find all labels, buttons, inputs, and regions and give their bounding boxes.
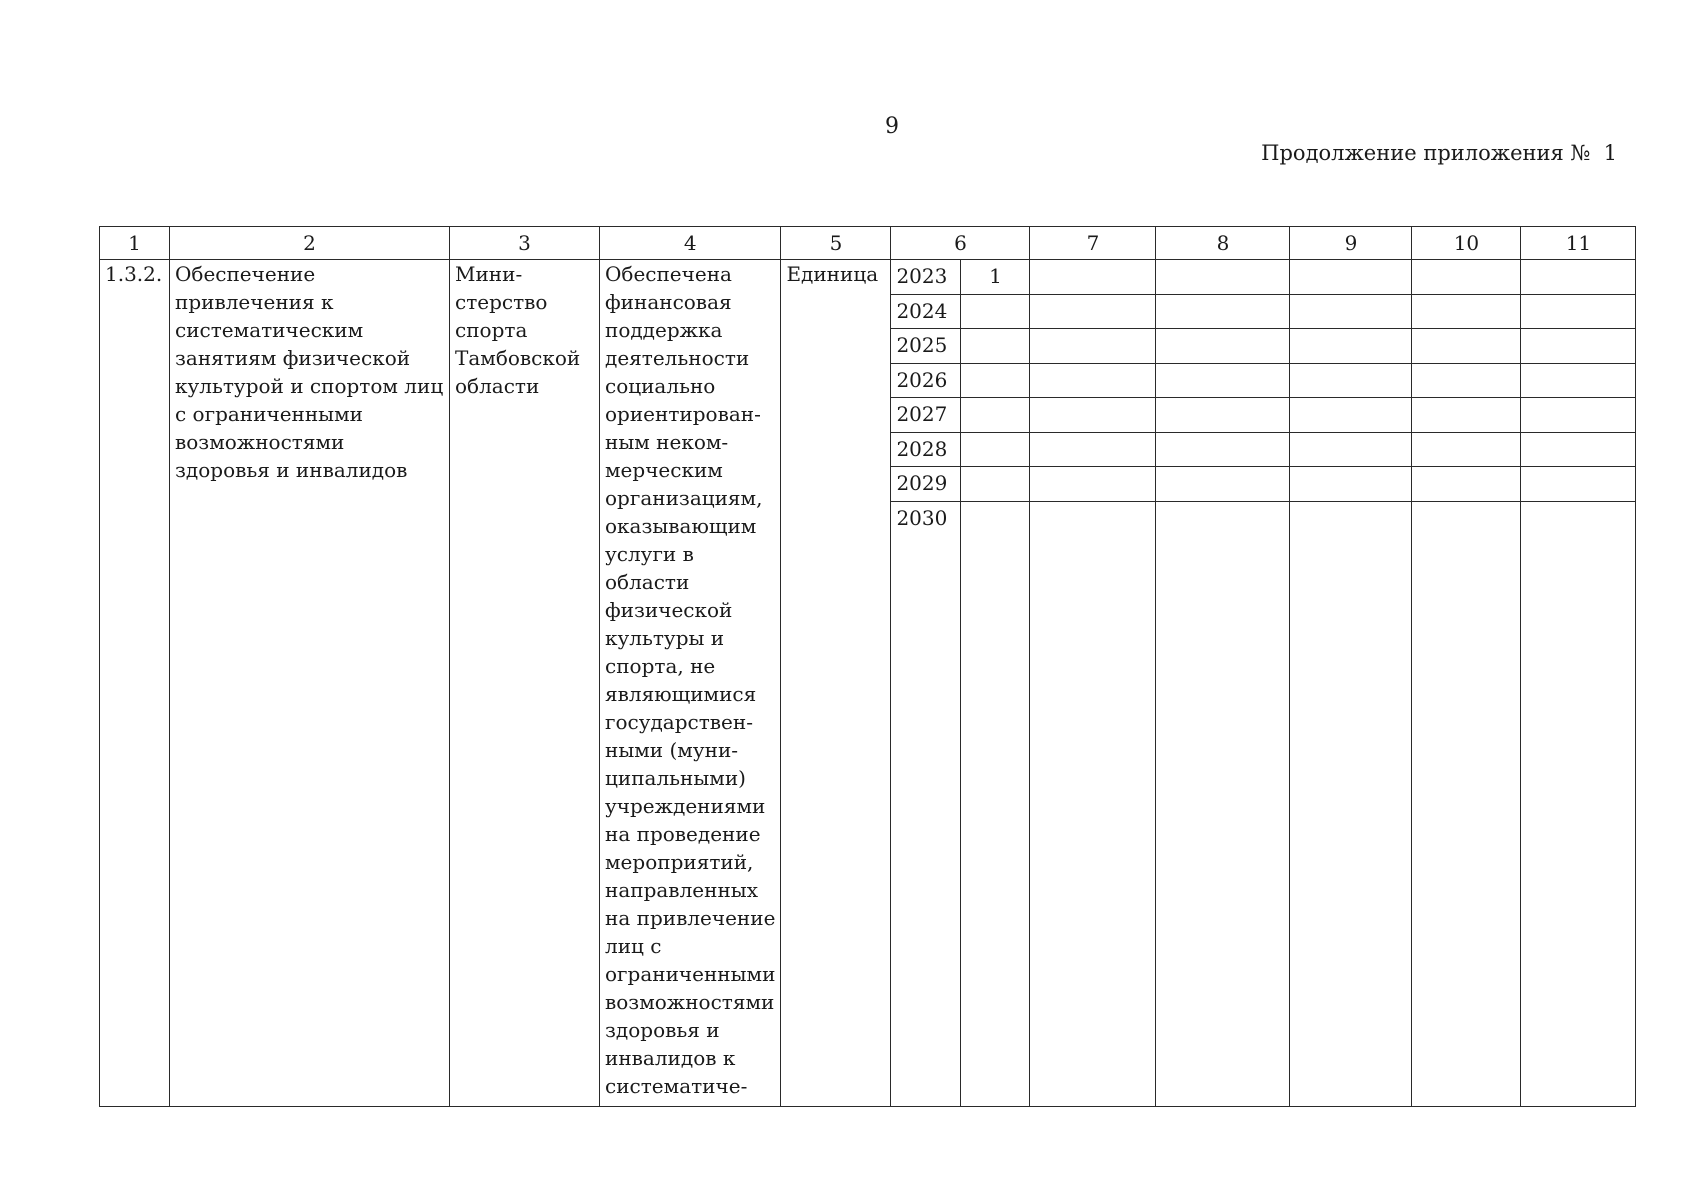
empty-cell (1030, 501, 1156, 1106)
header-cell-6: 6 (891, 227, 1030, 260)
empty-cell (1521, 501, 1636, 1106)
value-cell: 1 (961, 260, 1030, 295)
year-cell: 2027 (891, 398, 961, 433)
measure-number: 1.3.2. (100, 260, 170, 1107)
value-cell (961, 329, 1030, 364)
year-cell: 2030 (891, 501, 961, 1106)
executor-cell: Мини-стерство спорта Тамбовской области (450, 260, 600, 1107)
empty-cell (1156, 467, 1290, 502)
empty-cell (1290, 398, 1412, 433)
header-cell-3: 3 (450, 227, 600, 260)
unit-cell: Единица (781, 260, 891, 1107)
table-header-row (100, 227, 1636, 260)
empty-cell (1156, 432, 1290, 467)
header-cell-2: 2 (170, 227, 450, 260)
year-cell: 2026 (891, 363, 961, 398)
empty-cell (1412, 329, 1521, 364)
empty-cell (1412, 432, 1521, 467)
header-cell-9: 9 (1290, 227, 1412, 260)
year-cell: 2028 (891, 432, 961, 467)
empty-cell (1521, 363, 1636, 398)
measure-description: Обеспечение привлечения к систематическим занятиям физической культурой и спортом лиц с ограниченными возможностями здоровья и инвалидов (170, 260, 450, 1107)
header-cell-4: 4 (600, 227, 781, 260)
empty-cell (1412, 501, 1521, 1106)
empty-cell (1412, 294, 1521, 329)
year-cell: 2024 (891, 294, 961, 329)
header-cell-8: 8 (1156, 227, 1290, 260)
year-cell: 2025 (891, 329, 961, 364)
header-cell-7: 7 (1030, 227, 1156, 260)
value-cell (961, 398, 1030, 433)
empty-cell (1521, 294, 1636, 329)
empty-cell (1521, 398, 1636, 433)
empty-cell (1290, 432, 1412, 467)
value-cell (961, 294, 1030, 329)
empty-cell (1412, 260, 1521, 295)
appendix-continuation-note: Продолжение приложения № 1 (1261, 141, 1617, 165)
value-cell (961, 467, 1030, 502)
empty-cell (1156, 260, 1290, 295)
value-cell (961, 432, 1030, 467)
header-cell-1: 1 (100, 227, 170, 260)
empty-cell (1290, 501, 1412, 1106)
empty-cell (1156, 501, 1290, 1106)
value-cell (961, 363, 1030, 398)
empty-cell (1156, 329, 1290, 364)
empty-cell (1521, 432, 1636, 467)
empty-cell (1156, 363, 1290, 398)
header-cell-5: 5 (781, 227, 891, 260)
empty-cell (1156, 398, 1290, 433)
year-cell: 2029 (891, 467, 961, 502)
program-measures-table (99, 226, 1636, 1107)
table-row (100, 260, 1636, 295)
empty-cell (1030, 363, 1156, 398)
empty-cell (1030, 294, 1156, 329)
empty-cell (1030, 467, 1156, 502)
year-cell: 2023 (891, 260, 961, 295)
empty-cell (1030, 398, 1156, 433)
empty-cell (1030, 432, 1156, 467)
value-cell (961, 501, 1030, 1106)
empty-cell (1412, 363, 1521, 398)
empty-cell (1290, 363, 1412, 398)
empty-cell (1521, 329, 1636, 364)
header-cell-10: 10 (1412, 227, 1521, 260)
header-cell-11: 11 (1521, 227, 1636, 260)
empty-cell (1030, 329, 1156, 364)
empty-cell (1290, 260, 1412, 295)
result-cell: Обеспечена финансовая поддержка деятельности социально ориентирован-ным неком-мерческим организациям, оказывающим услуги в области физической культуры и спорта, не являющимися государствен-ными (муни-ципальными) учреждениями на проведение мероприятий, направленных на привлечение лиц с ограниченными возможностями здоровья и инвалидов к систематиче- (600, 260, 781, 1107)
empty-cell (1412, 398, 1521, 433)
empty-cell (1521, 467, 1636, 502)
page-number: 9 (885, 114, 899, 139)
empty-cell (1290, 467, 1412, 502)
empty-cell (1290, 329, 1412, 364)
empty-cell (1290, 294, 1412, 329)
empty-cell (1156, 294, 1290, 329)
empty-cell (1521, 260, 1636, 295)
empty-cell (1412, 467, 1521, 502)
empty-cell (1030, 260, 1156, 295)
